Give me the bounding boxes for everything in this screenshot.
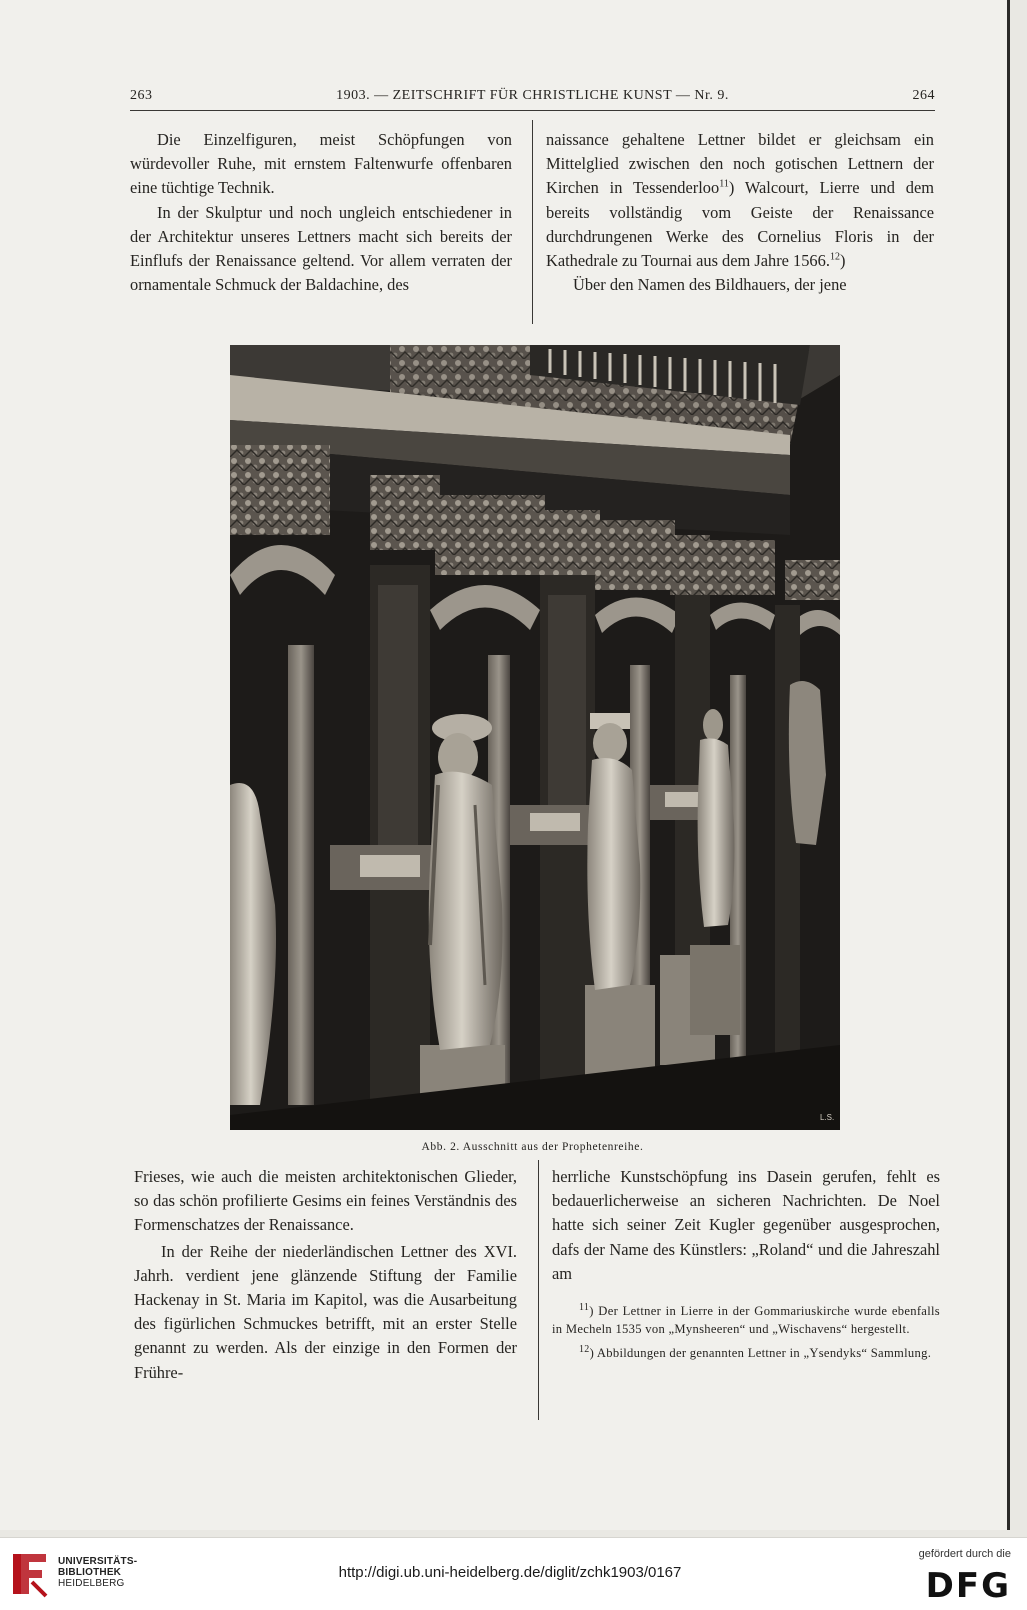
photo-corner-mark: L.S. — [820, 1113, 835, 1122]
footnote-ref: 12 — [829, 251, 840, 263]
footnote: $^{11}$) Der Lettner in Lierre in der Gommariuskirche wurde ebenfalls in Mecheln 1535 von „Mynsheeren“ und „Wischavens“ hergestellt. — [552, 1301, 940, 1337]
top-left-column — [130, 128, 512, 297]
footnote: $^{12}$) Abbildungen der genannten Lettner in „Ysendyks“ Sammlung. — [579, 1343, 932, 1361]
bottom-left-column — [134, 1165, 517, 1385]
running-header — [130, 84, 935, 110]
top-right-column — [546, 128, 934, 297]
bottom-right-column — [552, 1165, 940, 1362]
paragraph: Über den Namen des Bildhauers, der jene — [573, 275, 847, 295]
dfg-logo: DFG — [925, 1566, 1011, 1606]
header-rule — [130, 110, 935, 111]
footnote-ref: 11 — [719, 178, 729, 190]
university-library-logo-icon — [10, 1548, 52, 1600]
permalink-url[interactable]: http://digi.ub.uni-heidelberg.de/diglit/zchk1903/0167 — [338, 1564, 682, 1581]
carved-screen-illustration — [230, 345, 840, 1130]
running-title: 1903. — ZEITSCHRIFT FÜR CHRISTLICHE KUNST — Nr. 9. — [336, 88, 729, 103]
column-rule — [532, 120, 533, 324]
figure-caption: Abb. 2. Ausschnitt aus der Prophetenreihe. — [421, 1141, 644, 1153]
column-rule — [538, 1160, 539, 1420]
paragraph: naissance gehaltene Lettner bildet er gleichsam ein Mittelglied zwischen den noch gotischen Lettnern der Kirchen in Tessenderloo$^{11}$) Walcourt, Lierre und dem bereits vollständig vom Geiste der Renaissance durchdrungenen Werke des Cornelius Floris in der Kathedrale zu Tournai aus dem Jahre 1566.12) — [546, 130, 934, 271]
page-number-left: 263 — [130, 88, 153, 103]
paragraph: Frieses, wie auch die meisten architektonischen Glieder, so das schön profilierte Gesims ein feines Verständnis des Formenschatzes der Renaissance. — [134, 1167, 517, 1235]
prophet-row-photo — [230, 345, 840, 1130]
paragraph: In der Skulptur und noch ungleich entschiedener in der Architektur unseres Lettners macht sich bereits der Einflufs der Renaissance geltend. Vor allem verraten der ornamentale Schmuck der Baldachine, des — [130, 202, 512, 295]
paragraph: In der Reihe der niederländischen Lettner des XVI. Jahrh. verdient jene glänzende Stiftung der Familie Hackenay in St. Maria im Kapitol, was die Ausarbeitung des figürlichen Schmuckes betrifft, mit an erster Stelle genannt zu werden. Als der einzige in den Formen der Frühre- — [134, 1241, 517, 1382]
paragraph: herrliche Kunstschöpfung ins Dasein gerufen, fehlt es bedauerlicherweise an sicheren Nachrichten. De Noel hatte sich seiner Zeit Kugler gegenüber ausgesprochen, dafs der Name des Künstlers: „Roland“ und die Jahreszahl am — [552, 1167, 940, 1283]
funding-note: gefördert durch die — [918, 1548, 1011, 1560]
footnotes — [552, 1302, 940, 1362]
page-number-right: 264 — [912, 88, 935, 103]
viewer-footer — [0, 1537, 1027, 1610]
library-name: UNIVERSITÄTS- BIBLIOTHEK HEIDELBERG — [58, 1556, 138, 1589]
paragraph: Die Einzelfiguren, meist Schöpfungen von würdevoller Ruhe, mit ernstem Faltenwurfe offenbaren eine tüchtige Technik. — [130, 130, 512, 198]
